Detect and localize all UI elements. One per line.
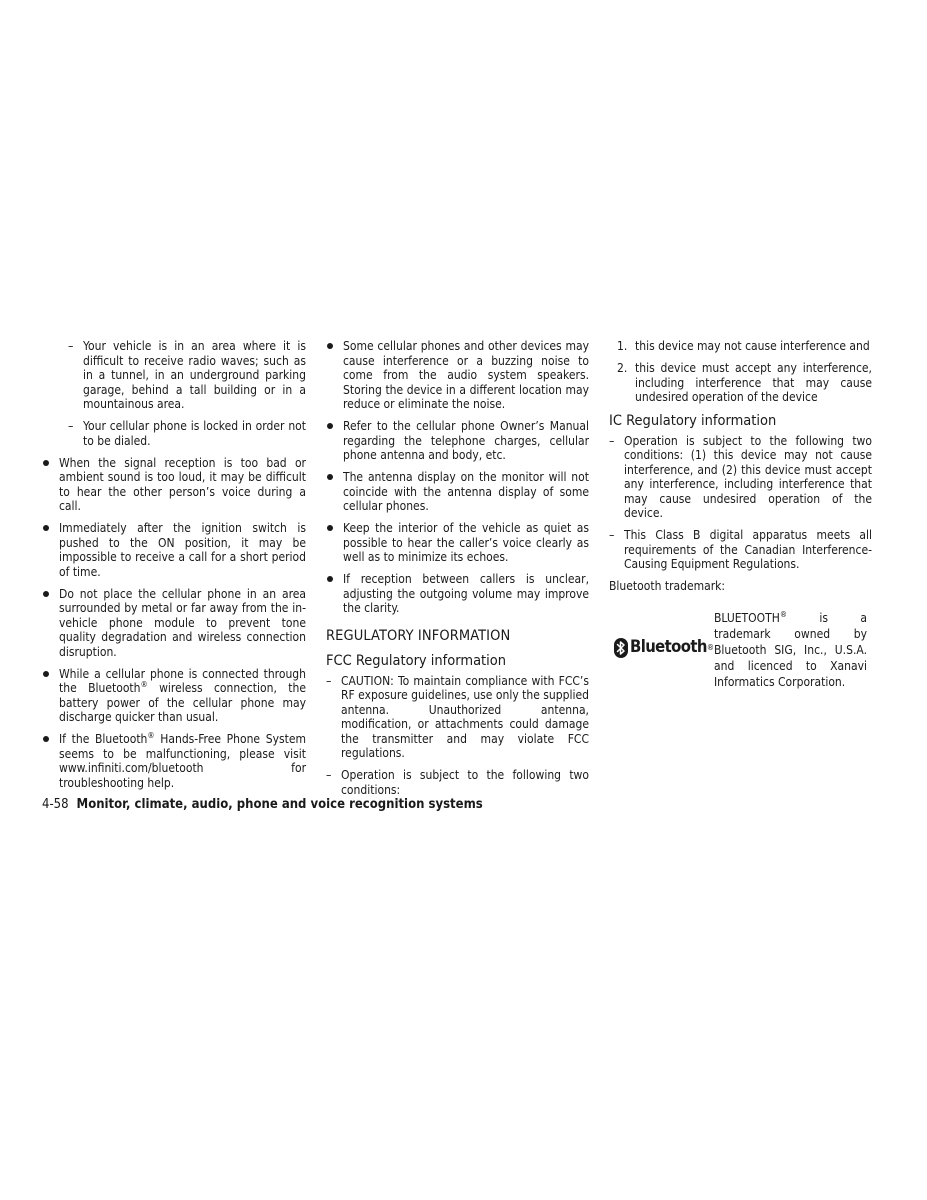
bluetooth-logo: Bluetooth ® — [614, 635, 714, 661]
trademark-text — [714, 610, 867, 690]
bullet-owners-manual: Refer to the cellular phone Owner’s Manual regarding the telephone charges, cellular phone antenna and body, etc. — [326, 419, 589, 463]
trademark-label: Bluetooth trademark: — [609, 579, 726, 593]
heading-fcc-regulatory: FCC Regulatory information — [326, 652, 507, 669]
registered-mark: ® — [140, 680, 148, 689]
bullet-interference: Some cellular phones and other devices may cause interference or a buzzing noise to come from the audio system speakers. Storing the device in a different location may reduce or eliminate the noise. — [326, 339, 589, 412]
text-segment: BLUETOOTH — [714, 610, 780, 625]
heading-regulatory-information: REGULATORY INFORMATION — [326, 627, 511, 644]
bullet-antenna-display: The antenna display on the monitor will not coincide with the antenna display of some cellular phones. — [326, 470, 589, 514]
text-segment: While a cellular phone is connected through the Bluetooth — [59, 666, 306, 695]
dash-item-phone-locked: – Your cellular phone is locked in order not to be dialed. — [42, 419, 306, 448]
column-middle — [326, 339, 589, 805]
item-text: this device may not cause interference and — [635, 339, 870, 353]
page-footer — [42, 798, 483, 813]
bluetooth-rune-icon — [614, 638, 628, 658]
page-number: 4-58 — [42, 797, 69, 812]
numbered-item-1 — [609, 339, 872, 354]
dash-fcc-conditions: – Operation is subject to the following two conditions: — [326, 768, 589, 797]
bullet-outgoing-volume: If reception between callers is unclear, adjusting the outgoing volume may improve the clarity. — [326, 572, 589, 616]
bluetooth-wordmark: Bluetooth — [630, 637, 707, 657]
text-segment: Hands-Free Phone System seems to be malfunctioning, please visit www.infiniti.com/bluetooth for troubleshooting help. — [59, 732, 306, 790]
bluetooth-rune-glyph — [616, 640, 626, 656]
text-segment: If the Bluetooth — [59, 732, 148, 746]
column-left — [42, 339, 306, 798]
bullet-ignition-switch: Immediately after the ignition switch is pushed to the ON position, it may be impossible to receive a call for a short period of time. — [42, 521, 306, 579]
column-right — [609, 339, 872, 690]
section-title: Monitor, climate, audio, phone and voice recognition systems — [76, 797, 483, 812]
bullet-signal-reception: When the signal reception is too bad or ambient sound is too loud, it may be difficult to hear the other person’s voice during a call. — [42, 456, 306, 514]
text-segment: wireless connection, the battery power of the cellular phone may discharge quicker than usual. — [59, 681, 306, 724]
bullet-phone-placement: Do not place the cellular phone in an area surrounded by metal or far away from the in-vehicle phone module to prevent tone quality degradation and wireless connection disruption. — [42, 587, 306, 660]
dash-fcc-caution: – CAUTION: To maintain compliance with FCC’s RF exposure guidelines, use only the supplied antenna. Unauthorized antenna, modification, or attachments could damage the transmitter and may violate FCC regulations. — [326, 674, 589, 761]
dash-ic-conditions: – Operation is subject to the following two conditions: (1) this device may not cause interference, and (2) this device must accept any interference, including interference that may cause undesired operation of the device. — [609, 434, 872, 521]
trademark-block — [609, 610, 872, 690]
bullet-quiet-interior: Keep the interior of the vehicle as quiet as possible to hear the caller’s voice clearly as well as to minimize its echoes. — [326, 521, 589, 565]
registered-mark: ® — [147, 731, 155, 740]
text-segment: is a trademark owned by Bluetooth SIG, Inc., U.S.A. and licenced to Xanavi Informatics Corporation. — [714, 610, 867, 689]
dash-class-b: – This Class B digital apparatus meets all requirements of the Canadian Interference-Causing Equipment Regulations. — [609, 528, 872, 572]
heading-ic-regulatory: IC Regulatory information — [609, 412, 777, 429]
item-number: 2. — [617, 361, 628, 375]
numbered-item-2 — [609, 361, 872, 405]
registered-mark: ® — [779, 609, 788, 619]
item-number: 1. — [617, 339, 628, 353]
item-text: this device must accept any interference, including interference that may cause undesired operation of the device — [635, 361, 872, 404]
dash-item-radio-waves: – Your vehicle is in an area where it is difficult to receive radio waves; such as in a tunnel, in an underground parking garage, behind a tall building or in a mountainous area. — [42, 339, 306, 412]
bullet-troubleshooting — [42, 732, 306, 790]
bullet-battery-discharge — [42, 667, 306, 725]
